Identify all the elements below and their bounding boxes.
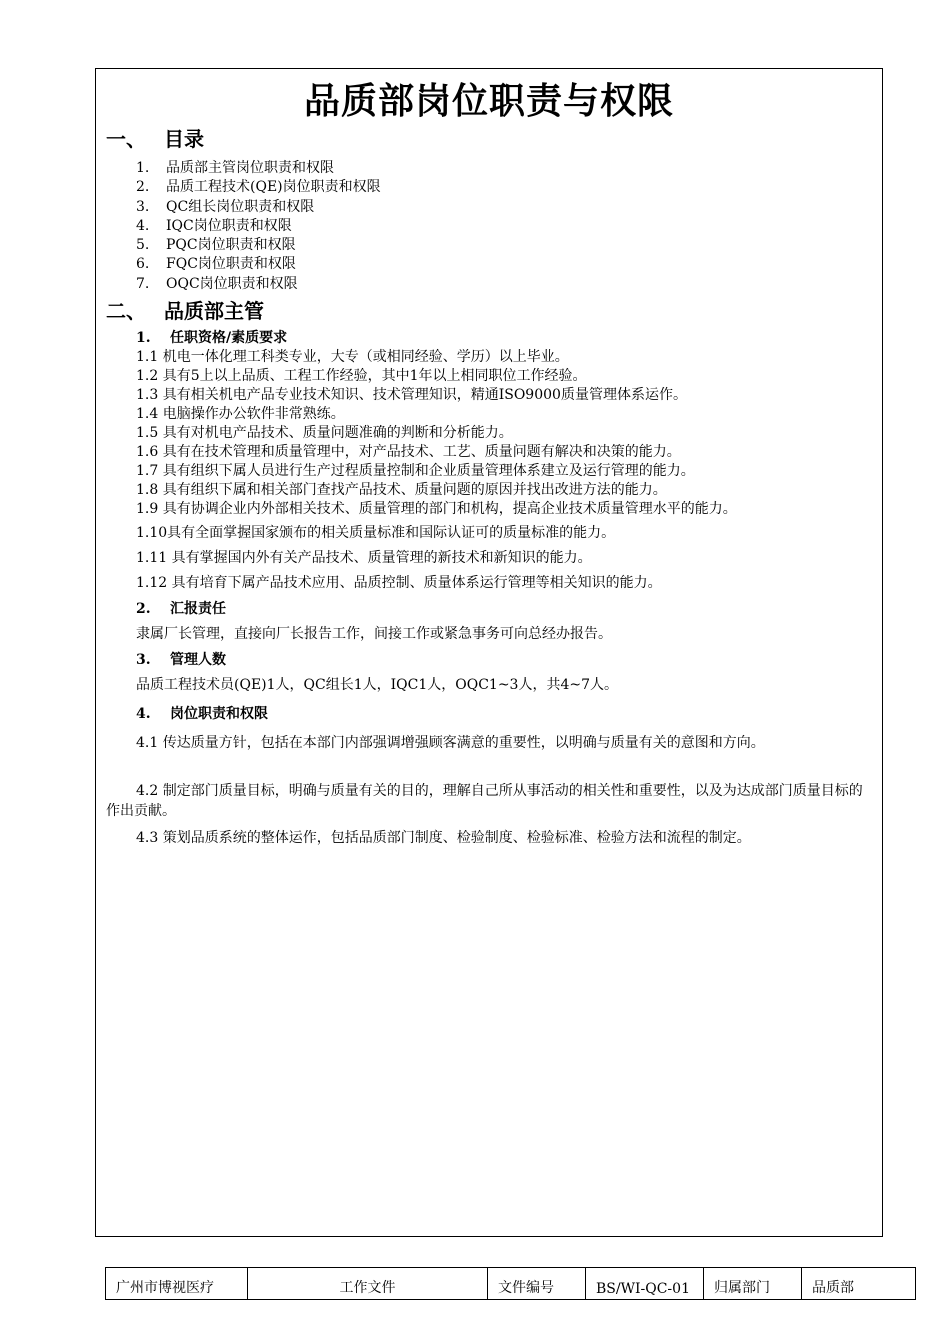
toc-item: 2. 品质工程技术(QE)岗位职责和权限 bbox=[136, 179, 381, 196]
document-footer-table bbox=[105, 1267, 916, 1300]
qualification-item: 1.11 具有掌握国内外有关产品技术、质量管理的新技术和新知识的能力。 bbox=[136, 550, 592, 566]
duty-paragraph: 4.1 传达质量方针，包括在本部门内部强调增强顾客满意的重要性，以明确与质量有关的意图和方向。 bbox=[136, 735, 765, 751]
qualification-item: 1.9 具有协调企业内外部相关技术、质量管理的部门和机构，提高企业技术质量管理水平的能力。 bbox=[136, 501, 737, 517]
qualification-item: 1.5 具有对机电产品技术、质量问题准确的判断和分析能力。 bbox=[136, 425, 513, 441]
subsection-duties: 4. 岗位职责和权限 bbox=[136, 706, 268, 722]
footer-doc-no-label: 文件编号 bbox=[488, 1268, 586, 1300]
qualification-item: 1.10具有全面掌握国家颁布的相关质量标准和国际认证可的质量标准的能力。 bbox=[136, 525, 616, 541]
section-toc-heading bbox=[106, 127, 204, 151]
document-frame bbox=[95, 68, 883, 1237]
qualification-item: 1.8 具有组织下属和相关部门查找产品技术、质量问题的原因并找出改进方法的能力。 bbox=[136, 482, 667, 498]
footer-dept: 品质部 bbox=[802, 1268, 916, 1300]
footer-dept-label: 归属部门 bbox=[704, 1268, 802, 1300]
footer-doc-no: BS/WI-QC-01 bbox=[586, 1268, 704, 1300]
reporting-text: 隶属厂长管理，直接向厂长报告工作，间接工作或紧急事务可向总经办报告。 bbox=[136, 626, 612, 642]
qualification-item: 1.12 具有培育下属产品技术应用、品质控制、质量体系运行管理等相关知识的能力。 bbox=[136, 575, 662, 591]
qualification-item: 1.7 具有组织下属人员进行生产过程质量控制和企业质量管理体系建立及运行管理的能力。 bbox=[136, 463, 695, 479]
footer-doc-type: 工作文件 bbox=[248, 1268, 488, 1300]
qualification-item: 1.6 具有在技术管理和质量管理中，对产品技术、工艺、质量问题有解决和决策的能力。 bbox=[136, 444, 681, 460]
section-number: 二、 bbox=[106, 299, 146, 323]
subsection-headcount: 3. 管理人数 bbox=[136, 652, 226, 668]
section-manager-heading bbox=[106, 299, 264, 323]
footer-company: 广州市博视医疗 bbox=[106, 1268, 248, 1300]
document-title: 品质部岗位职责与权限 bbox=[303, 80, 674, 122]
toc-item: 4. IQC岗位职责和权限 bbox=[136, 217, 292, 234]
qualification-item: 1.3 具有相关机电产品专业技术知识、技术管理知识，精通ISO9000质量管理体系运作。 bbox=[136, 387, 687, 403]
section-number: 一、 bbox=[106, 127, 146, 151]
qualification-item: 1.4 电脑操作办公软件非常熟练。 bbox=[136, 406, 345, 422]
duty-paragraph: 4.3 策划品质系统的整体运作，包括品质部门制度、检验制度、检验标准、检验方法和流程的制定。 bbox=[136, 830, 751, 846]
qualification-item: 1.1 机电一体化理工科类专业，大专（或相同经验、学历）以上毕业。 bbox=[136, 349, 569, 365]
subsection-qualifications: 1. 任职资格/素质要求 bbox=[136, 330, 288, 346]
toc-item: 7. OQC岗位职责和权限 bbox=[136, 275, 298, 292]
toc-item: 5. PQC岗位职责和权限 bbox=[136, 237, 296, 254]
subsection-reporting: 2. 汇报责任 bbox=[136, 601, 226, 617]
duty-paragraph: 4.2 制定部门质量目标，明确与质量有关的目的，理解自己所从事活动的相关性和重要性，以及为达成部门质量目标的作出贡献。 bbox=[106, 783, 863, 819]
table-of-contents bbox=[136, 159, 381, 294]
qualification-item: 1.2 具有5上以上品质、工程工作经验，其中1年以上相同职位工作经验。 bbox=[136, 368, 587, 384]
toc-item: 1. 品质部主管岗位职责和权限 bbox=[136, 160, 334, 176]
section-heading: 目录 bbox=[164, 127, 204, 151]
toc-item: 6. FQC岗位职责和权限 bbox=[136, 256, 296, 273]
headcount-text: 品质工程技术员(QE)1人，QC组长1人，IQC1人，OQC1~3人，共4~7人。 bbox=[136, 677, 619, 693]
toc-item: 3. QC组长岗位职责和权限 bbox=[136, 198, 315, 215]
section-heading: 品质部主管 bbox=[164, 299, 264, 323]
